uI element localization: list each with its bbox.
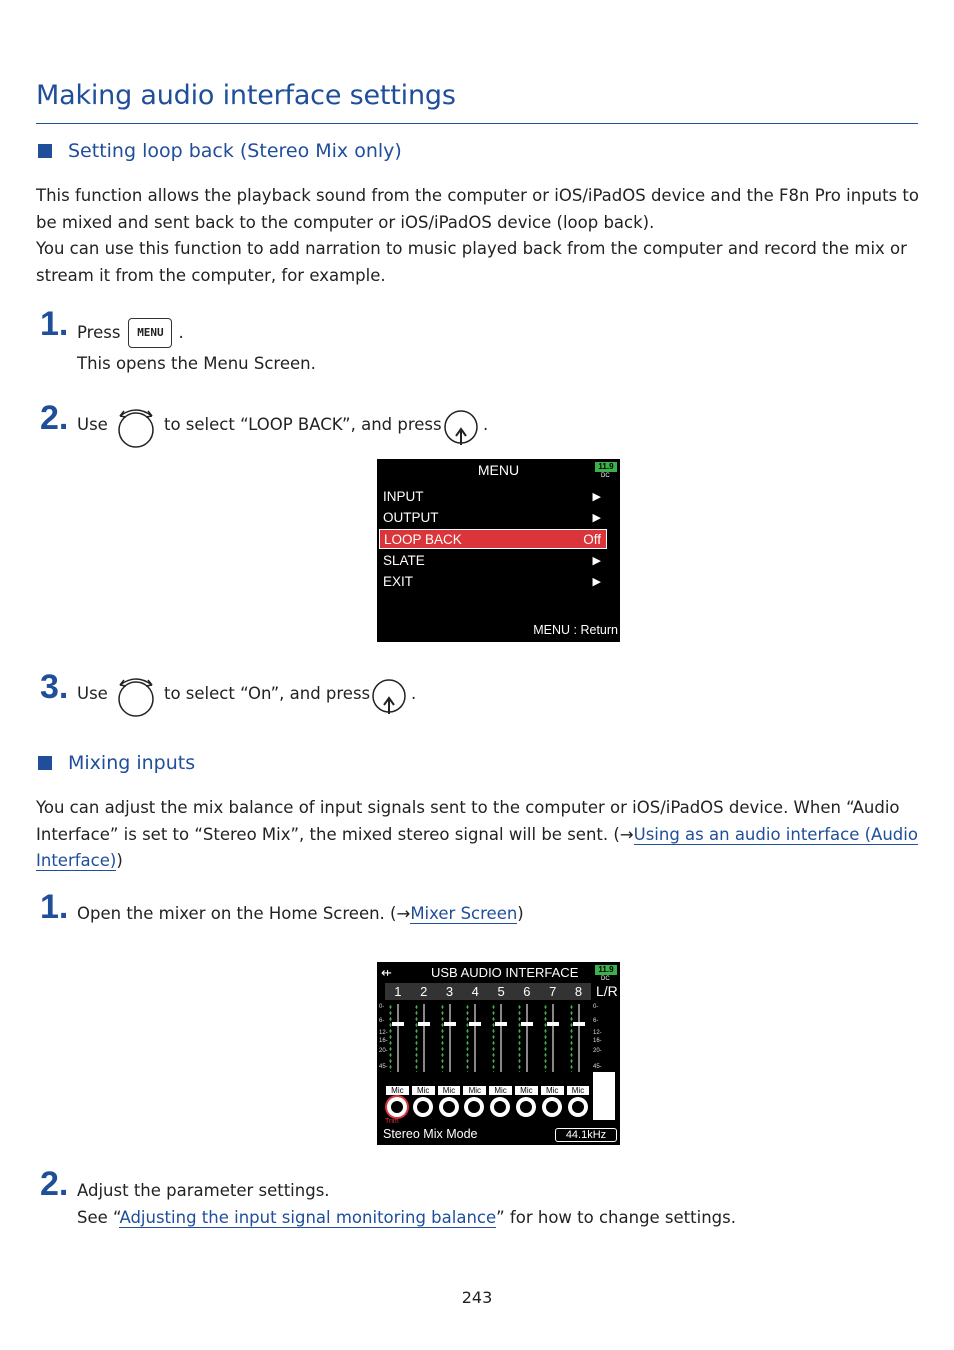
scale-label: 45- — [379, 1064, 388, 1070]
channel-number: 5 — [497, 984, 505, 999]
menu-item-label: INPUT — [383, 489, 424, 504]
knob-center — [468, 1101, 480, 1113]
fader-cap — [521, 1022, 533, 1026]
trim-label: Trim — [385, 1118, 399, 1125]
fader-track — [500, 1004, 502, 1072]
dial-press-icon — [442, 408, 480, 448]
step-number: 2. — [40, 399, 69, 437]
step-number: 1. — [40, 888, 69, 926]
level-meter — [570, 1004, 573, 1072]
dial-icon — [114, 404, 158, 450]
arrow-icon: → — [396, 904, 411, 923]
scale-label: 20- — [379, 1048, 388, 1054]
chevron-right-icon: ▶ — [592, 491, 601, 503]
trim-knob-icon — [542, 1097, 562, 1117]
fader-track — [552, 1004, 554, 1072]
mic-label: Mic — [412, 1086, 435, 1095]
knob-center — [572, 1101, 584, 1113]
menu-item-output — [383, 508, 607, 528]
menu-screen-title: MENU — [477, 462, 520, 478]
chevron-right-icon: ▶ — [592, 555, 601, 567]
section-heading-loopback — [38, 140, 402, 162]
mic-label: Mic — [489, 1086, 512, 1095]
scale-label: 20- — [593, 1048, 602, 1054]
step-number: 2. — [40, 1165, 69, 1203]
fader-cap — [547, 1022, 559, 1026]
fader-cap — [495, 1022, 507, 1026]
mixing-intro-text: You can adjust the mix balance of input signals sent to the computer or iOS/iPadOS device. When “Audio Interface” is set to “Stereo Mix”, the mixed stereo signal will be sent. ( — [36, 798, 900, 844]
audio-interface-link[interactable]: Using as an audio interface (Audio Interface) — [36, 824, 918, 870]
menu-item-label: LOOP BACK — [384, 532, 462, 547]
mic-label: Mic — [386, 1086, 409, 1095]
battery-icon: 11.9 — [595, 965, 617, 975]
level-meter — [544, 1004, 547, 1072]
trim-knob-icon — [439, 1097, 459, 1117]
scale-label: 0- — [379, 1004, 385, 1010]
menu-footer: MENU : Return — [533, 623, 618, 637]
arrow-icon: → — [619, 824, 634, 844]
step-result: This opens the Menu Screen. — [77, 354, 316, 373]
channel-number: 8 — [574, 984, 583, 999]
battery-dc: DC — [601, 473, 610, 479]
square-bullet-icon — [38, 144, 52, 158]
mixing-intro — [36, 795, 921, 875]
knob-center — [443, 1101, 455, 1113]
menu-button-icon: MENU — [128, 318, 172, 348]
channel-number: 1 — [394, 984, 402, 999]
level-meter — [389, 1004, 392, 1072]
usb-icon: ⇷ — [381, 965, 392, 980]
menu-item-value: Off — [583, 532, 601, 547]
fader-track — [449, 1004, 451, 1072]
chevron-right-icon: ▶ — [592, 576, 601, 588]
step-text: . — [483, 415, 489, 434]
fader-cap — [573, 1022, 585, 1026]
menu-item-loop-back — [379, 529, 607, 549]
channel-number: 3 — [445, 984, 454, 999]
loopback-intro — [36, 183, 921, 289]
square-bullet-icon — [38, 756, 52, 770]
trim-knob-icon — [490, 1097, 510, 1117]
section-heading-loopback-text: Setting loop back (Stereo Mix only) — [68, 140, 402, 162]
mixing-step-2-see — [77, 1205, 736, 1231]
scale-label: 6- — [379, 1018, 385, 1024]
mixer-screen-image — [377, 962, 620, 1145]
mic-label: Mic — [541, 1086, 564, 1095]
step-text: to select “LOOP BACK”, and press — [164, 415, 442, 434]
scale-label: 12- — [379, 1030, 388, 1036]
menu-item-label: OUTPUT — [383, 510, 439, 525]
fader-track — [423, 1004, 425, 1072]
step-number: 3. — [40, 668, 69, 706]
scale-label: 6- — [593, 1018, 599, 1024]
step-text: Use — [77, 684, 108, 703]
title-divider — [36, 123, 918, 124]
mixer-footer-mode: Stereo Mix Mode — [383, 1127, 478, 1141]
step-text: Adjust the parameter settings. — [77, 1181, 330, 1200]
menu-item-slate — [383, 551, 607, 571]
menu-item-input — [383, 487, 607, 507]
mic-label: Mic — [515, 1086, 538, 1095]
knob-center — [391, 1101, 403, 1113]
lr-master-fader — [593, 1072, 615, 1120]
menu-screen-image — [377, 459, 620, 642]
step-text: Press — [77, 323, 121, 342]
trim-knob-icon — [464, 1097, 484, 1117]
step-text: . — [411, 684, 417, 703]
scale-label: 16- — [379, 1038, 388, 1044]
step-text: Open the mixer on the Home Screen. ( — [77, 904, 397, 923]
step-text: Use — [77, 415, 108, 434]
channel-number: 4 — [471, 984, 479, 999]
mic-label: Mic — [438, 1086, 461, 1095]
step-text: See “ — [77, 1208, 120, 1227]
page-number: 243 — [461, 1288, 493, 1307]
section-heading-mixing — [38, 752, 195, 774]
menu-item-exit — [383, 572, 607, 592]
channel-number: 6 — [523, 984, 531, 999]
loopback-intro-2: You can use this function to add narration to music played back from the computer and record the mix or stream it from the computer, for example. — [36, 239, 907, 285]
channel-number: 2 — [420, 984, 428, 999]
chevron-right-icon: ▶ — [592, 512, 601, 524]
mixer-screen-title: USB AUDIO INTERFACE — [431, 965, 579, 980]
level-meter — [492, 1004, 495, 1072]
fader-cap — [418, 1022, 430, 1026]
step-text: to select “On”, and press — [164, 684, 371, 703]
dial-icon — [114, 673, 158, 719]
section-heading-mixing-text: Mixing inputs — [68, 752, 196, 774]
knob-center — [417, 1101, 429, 1113]
trim-knob-icon — [413, 1097, 433, 1117]
knob-center — [520, 1101, 532, 1113]
battery-dc: DC — [601, 976, 610, 982]
battery-icon: 11.9 — [595, 462, 617, 472]
step-text: . — [178, 323, 184, 342]
trim-knob-icon — [568, 1097, 588, 1117]
level-meter — [466, 1004, 469, 1072]
menu-item-label: EXIT — [383, 574, 414, 589]
mixing-intro-text-end: ) — [116, 851, 123, 870]
level-meter — [518, 1004, 521, 1072]
knob-center — [494, 1101, 506, 1113]
lr-label: L/R — [596, 983, 618, 999]
knob-center — [546, 1101, 558, 1113]
level-meter — [441, 1004, 444, 1072]
mic-label: Mic — [567, 1086, 590, 1095]
level-meter — [415, 1004, 418, 1072]
fader-track — [578, 1004, 580, 1072]
scale-label: 0- — [593, 1004, 599, 1010]
step-number: 1. — [40, 305, 69, 343]
trim-knob-icon — [516, 1097, 536, 1117]
trim-knob-icon — [387, 1097, 407, 1117]
mixing-step-1-line — [77, 901, 524, 927]
mixer-screen-link[interactable]: Mixer Screen — [410, 904, 518, 923]
fader-cap — [469, 1022, 481, 1026]
sample-rate-badge: 44.1kHz — [555, 1128, 617, 1142]
scale-label: 16- — [593, 1038, 602, 1044]
menu-item-label: SLATE — [383, 553, 425, 568]
fader-track — [526, 1004, 528, 1072]
dial-press-icon — [370, 677, 408, 717]
step-text: ” for how to change settings. — [496, 1208, 736, 1227]
scale-label: 45- — [593, 1064, 602, 1070]
fader-track — [474, 1004, 476, 1072]
step-1-line — [77, 318, 184, 348]
fader-cap — [444, 1022, 456, 1026]
loopback-intro-1: This function allows the playback sound from the computer or iOS/iPadOS device and the F8n Pro inputs to be mixed and sent back to the computer or iOS/iPadOS device (loop back). — [36, 186, 919, 232]
monitoring-balance-link[interactable]: Adjusting the input signal monitoring balance — [119, 1208, 497, 1227]
fader-track — [397, 1004, 399, 1072]
channel-number: 7 — [549, 984, 557, 999]
mic-label: Mic — [463, 1086, 486, 1095]
page-title: Making audio interface settings — [36, 80, 456, 111]
fader-cap — [392, 1022, 404, 1026]
step-text: ) — [517, 904, 524, 923]
scale-label: 12- — [593, 1030, 602, 1036]
